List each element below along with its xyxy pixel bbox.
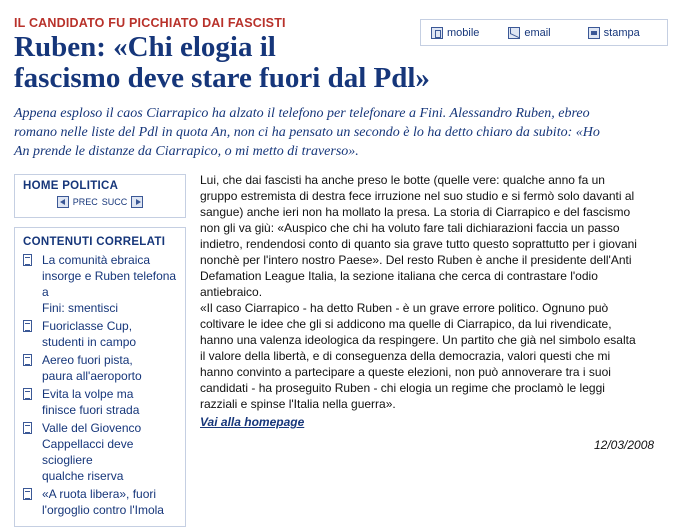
lead-line: romano nelle liste del Pdl in quota An, non ci ha pensato un secondo è lo ha detto chiaro da subito: «Ho <box>14 125 600 140</box>
body-line: gruppo estremista di destra fece irruzione nel suo studio e si fermò solo davanti al <box>200 189 635 203</box>
document-icon <box>23 488 32 500</box>
prev-link[interactable]: PREC <box>72 197 98 207</box>
envelope-icon <box>508 27 520 39</box>
article-headline <box>14 32 484 94</box>
body-line: sangue) anche ieri non ha mollato la presa. La storia di Ciarrapico e del fascismo <box>200 205 631 219</box>
article-toolbar <box>420 19 668 46</box>
body-line: nonchè per l'intero nostro Paese». Del resto Ruben è anche il presidente dell'Anti <box>200 253 632 267</box>
arrow-right-icon[interactable] <box>131 196 143 208</box>
next-link[interactable]: SUCC <box>101 197 128 207</box>
body-line: hanno una valenza ideologica da respingere. Un partito che già nel simbolo esalta <box>200 333 636 347</box>
print-button[interactable] <box>588 20 667 45</box>
related-item[interactable] <box>23 252 179 316</box>
document-icon <box>23 422 32 434</box>
related-item[interactable] <box>23 318 179 350</box>
related-item[interactable] <box>23 352 179 384</box>
related-item-label[interactable]: «A ruota libera», fuori l'orgoglio contro l'Imola <box>42 487 164 517</box>
related-content-box <box>14 227 186 527</box>
body-line: Lui, che dai fascisti ha anche preso le botte (quelle vere: qualche anno fa un <box>200 173 605 187</box>
related-item[interactable] <box>23 486 179 518</box>
mobile-label: mobile <box>447 26 480 39</box>
body-line: candidati - ha proseguito Ruben - chi elogia un regime che proclamò le leggi <box>200 381 605 395</box>
lead-line: Appena esploso il caos Ciarrapico ha alzato il telefono per telefonare a Fini. Alessandro Ruben, ebreo <box>14 106 590 121</box>
sidebar <box>14 174 186 527</box>
printer-icon <box>588 27 600 39</box>
related-item[interactable] <box>23 386 179 418</box>
homepage-link[interactable]: Vai alla homepage <box>200 415 305 429</box>
article-lead <box>14 104 664 161</box>
body-line: Defamation League Italia, la sezione italiana che cerca di contrastare l'odio <box>200 269 598 283</box>
related-item-label[interactable]: Aereo fuori pista, paura all'aeroporto <box>42 353 142 383</box>
body-line: il valore della libertà, e di conseguenza della democrazia, valori questi che mi <box>200 349 611 363</box>
body-line: razziali e spinse l'Italia nella guerra». <box>200 397 396 411</box>
article-date: 12/03/2008 <box>594 438 655 452</box>
body-line: hanno convinto a partecipare a queste elezioni, non può annoverare tra i suoi <box>200 365 611 379</box>
prev-next-nav <box>23 196 177 208</box>
email-label: email <box>524 26 551 39</box>
mobile-button[interactable] <box>431 20 508 45</box>
headline-line: fascismo deve stare fuori dal Pdl» <box>14 62 430 94</box>
body-line: coltivare le idee che gli si addicono ma quelle di Ciarrapico, da lui rivendicate, <box>200 317 612 331</box>
document-icon <box>23 354 32 366</box>
body-line: non gli va giù: «Auspico che chi ha voluto fare tali dichiarazioni faccia un passo <box>200 221 620 235</box>
email-button[interactable] <box>508 20 587 45</box>
related-item[interactable] <box>23 420 179 484</box>
article-body <box>200 172 670 412</box>
document-icon <box>23 388 32 400</box>
home-politica-title[interactable]: HOME POLITICA <box>23 180 119 192</box>
home-politica-box <box>14 174 186 218</box>
body-line: indietro, rendendosi conto di quanto sia grave tutto questo soprattutto per i giovani <box>200 237 637 251</box>
article-kicker: IL CANDIDATO FU PICCHIATO DAI FASCISTI <box>14 16 286 30</box>
related-item-label[interactable]: La comunità ebraica insorge e Ruben telefona a Fini: smentisci <box>42 253 177 315</box>
related-item-label[interactable]: Fuoriclasse Cup, studenti in campo <box>42 319 137 349</box>
print-label: stampa <box>603 26 640 39</box>
document-icon <box>23 320 32 332</box>
document-icon <box>23 254 32 266</box>
related-item-label[interactable]: Evita la volpe ma finisce fuori strada <box>42 387 140 417</box>
lead-line: An prende le distanze da Ciarrapico, o mi metto di traverso». <box>14 144 359 159</box>
body-line: «Il caso Ciarrapico - ha detto Ruben - è un grave errore politico. Ognuno può <box>200 301 609 315</box>
body-line: antiebraico. <box>200 285 263 299</box>
mobile-phone-icon <box>431 27 443 39</box>
related-content-title: CONTENUTI CORRELATI <box>23 236 166 248</box>
related-list <box>23 252 179 518</box>
related-item-label[interactable]: Valle del Giovenco Cappellacci deve sciogliere qualche riserva <box>42 421 142 483</box>
headline-line: Ruben: «Chi elogia il <box>14 31 276 63</box>
arrow-left-icon[interactable] <box>57 196 69 208</box>
